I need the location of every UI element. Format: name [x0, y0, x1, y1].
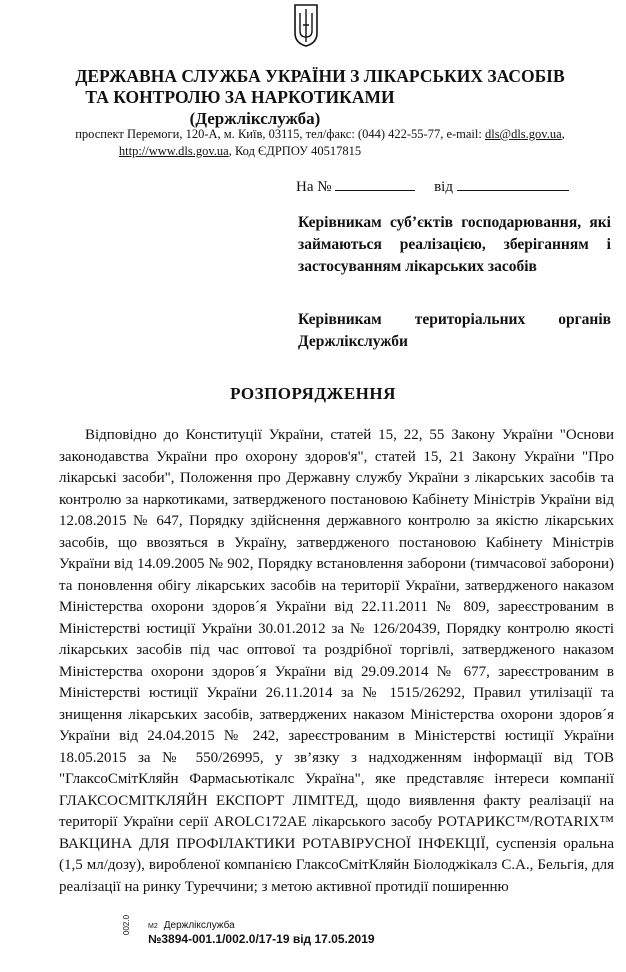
email-link[interactable]: dls@dls.gov.ua	[484, 127, 562, 141]
addressee-1: Керівникам суб’єктів господарювання, які займаються реалізацією, зберіганням і застосуванням лікарських засобів	[298, 214, 611, 275]
reference-number-label: На №	[296, 179, 332, 195]
reference-date-label: від	[434, 179, 453, 195]
stamp-org: Держлікслужба	[163, 920, 235, 931]
address-text: проспект Перемоги, 120-А, м. Київ, 03115, тел/факс: (044) 422-55-77, e-mail:	[75, 127, 485, 141]
reference-date-blank	[457, 178, 569, 191]
vertical-code: 002.0	[122, 914, 131, 935]
address-end: ,	[561, 127, 565, 141]
agency-name-line2: ТА КОНТРОЛЮ ЗА НАРКОТИКАМИ	[85, 87, 395, 107]
reference-line	[296, 178, 569, 196]
reference-number-blank	[335, 178, 415, 191]
agency-name-line1: ДЕРЖАВНА СЛУЖБА УКРАЇНИ З ЛІКАРСЬКИХ ЗАСОБІВ	[75, 66, 565, 86]
edrpou-code: , Код ЄДРПОУ 40517815	[228, 144, 362, 158]
stamp-org-line	[148, 920, 375, 931]
contact-line2	[0, 143, 520, 160]
document-title: РОЗПОРЯДЖЕННЯ	[230, 384, 396, 403]
stamp-tag: М2	[148, 923, 158, 930]
agency-short-name: (Держлікслужба)	[189, 109, 321, 128]
coat-of-arms-icon	[293, 3, 319, 47]
stamp-registration-number: №3894-001.1/002.0/17-19 від 17.05.2019	[148, 932, 375, 946]
document-body: Відповідно до Конституції України, статей 15, 22, 55 Закону України "Основи законодавства України про охорону здоров'я", статей 15, 21 Закону України "Про лікарські засоби", Положення про Державну службу України з лікарських засобів та контролю за наркотиками, затвердженого постановою Кабінету Міністрів України від 12.08.2015 № 647, Порядку здійснення державного контролю за якістю лікарських засобів, що ввозяться в Україну, затвердженого постановою Кабінету Міністрів України від 14.09.2005 № 902, Порядку встановлення заборони (тимчасової заборони) та поновлення обігу лікарських засобів на території України, затвердженого наказом Міністерства охорони здоров´я України від 22.11.2011 № 809, зареєстрованим в Міністерстві юстиції України 30.01.2012 за № 126/20439, Порядку контролю якості лікарських засобів під час оптової та роздрібної торгівлі, затвердженого наказом Міністерства охорони здоров´я України від 29.09.2014 № 677, зареєстрованим в Міністерстві юстиції України 26.11.2014 за № 1515/26292, Правил утилізації та знищення лікарських засобів, затверджених наказом Міністерства охорони здоров´я України від 24.04.2015 № 242, зареєстрованим в Міністерстві юстиції України 18.05.2015 за № 550/26995, у зв’язку з надходженням інформації від ТОВ "ГлаксоСмітКляйн Фармасьютікалс Україна", яке представляє інтереси компанії ГЛАКСОСМІТКЛЯЙН ЕКСПОРТ ЛІМІТЕД, щодо виявлення факту реалізації на території України серії AROLC172AE лікарського засобу РОТАРИКС™/ROTARIX™ ВАКЦИНА ДЛЯ ПРОФІЛАКТИКИ РОТАВІРУСНОЇ ІНФЕКЦІЇ, суспензія оральна (1,5 мл/дозу), виробленої компанією ГлаксоСмітКляйн Біолоджікалз С.А., Бельгія, для реалізації на ринку Туреччини; з метою активної протидії поширенню	[59, 427, 614, 895]
addressee-2: Керівникам територіальних органів Держлікслужби	[298, 311, 611, 350]
registration-stamp	[148, 920, 375, 946]
website-link[interactable]: http://www.dls.gov.ua	[118, 144, 229, 158]
contact-line1	[40, 126, 600, 143]
